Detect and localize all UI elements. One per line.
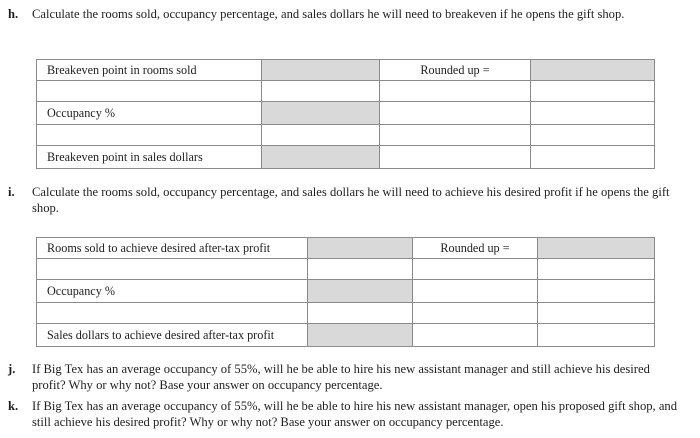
empty-cell bbox=[37, 303, 308, 324]
table-row bbox=[37, 280, 655, 303]
table-row bbox=[37, 102, 655, 125]
answer-cell-rounded-rooms-profit[interactable] bbox=[538, 238, 655, 259]
row-label-occupancy: Occupancy % bbox=[37, 280, 308, 303]
empty-cell bbox=[37, 125, 262, 146]
empty-cell bbox=[413, 324, 538, 347]
row-label-breakeven-rooms: Breakeven point in rooms sold bbox=[37, 60, 262, 81]
empty-cell bbox=[308, 303, 413, 324]
answer-cell-occupancy[interactable] bbox=[262, 102, 380, 125]
rounded-up-label: Rounded up = bbox=[380, 60, 531, 81]
question-k-label: k. bbox=[8, 399, 19, 413]
breakeven-table bbox=[36, 59, 655, 169]
question-h-label: h. bbox=[8, 7, 19, 21]
row-label-occupancy: Occupancy % bbox=[37, 102, 262, 125]
empty-cell bbox=[37, 259, 308, 280]
table-row bbox=[37, 259, 655, 280]
question-k bbox=[8, 398, 678, 430]
empty-cell bbox=[308, 259, 413, 280]
empty-cell bbox=[538, 259, 655, 280]
empty-cell bbox=[380, 81, 531, 102]
row-label-rooms-desired-profit: Rooms sold to achieve desired after-tax profit bbox=[37, 238, 308, 259]
desired-profit-table bbox=[36, 237, 655, 347]
table-row bbox=[37, 81, 655, 102]
rounded-up-label: Rounded up = bbox=[413, 238, 538, 259]
empty-cell bbox=[531, 81, 655, 102]
question-j-text: If Big Tex has an average occupancy of 55%, will he be able to hire his new assistant manager and still achieve his desired profit? Why or why not? Base your answer on occupancy percentage. bbox=[32, 362, 650, 392]
empty-cell bbox=[531, 102, 655, 125]
empty-cell bbox=[538, 303, 655, 324]
table-row bbox=[37, 125, 655, 146]
empty-cell bbox=[380, 125, 531, 146]
empty-cell bbox=[262, 125, 380, 146]
table-row bbox=[37, 303, 655, 324]
table-row bbox=[37, 238, 655, 259]
question-k-text: If Big Tex has an average occupancy of 55%, will he be able to hire his new assistant manager, open his proposed gift shop, and still achieve his desired profit? Why or why not? Base your answer on occupancy percentage. bbox=[32, 399, 678, 429]
empty-cell bbox=[531, 146, 655, 169]
answer-cell-sales-desired-profit[interactable] bbox=[308, 324, 413, 347]
empty-cell bbox=[413, 280, 538, 303]
answer-cell-breakeven-rooms[interactable] bbox=[262, 60, 380, 81]
question-j-label: j. bbox=[8, 362, 16, 376]
empty-cell bbox=[262, 81, 380, 102]
answer-cell-occupancy-profit[interactable] bbox=[308, 280, 413, 303]
table-row bbox=[37, 146, 655, 169]
table-row bbox=[37, 60, 655, 81]
empty-cell bbox=[413, 259, 538, 280]
answer-cell-rounded-rooms[interactable] bbox=[531, 60, 655, 81]
table-row bbox=[37, 324, 655, 347]
empty-cell bbox=[538, 280, 655, 303]
answer-cell-rooms-desired-profit[interactable] bbox=[308, 238, 413, 259]
question-j bbox=[8, 361, 678, 393]
row-label-sales-desired-profit: Sales dollars to achieve desired after-tax profit bbox=[37, 324, 308, 347]
question-h bbox=[8, 6, 678, 22]
empty-cell bbox=[413, 303, 538, 324]
empty-cell bbox=[380, 102, 531, 125]
row-label-breakeven-sales: Breakeven point in sales dollars bbox=[37, 146, 262, 169]
empty-cell bbox=[37, 81, 262, 102]
question-i bbox=[8, 184, 678, 216]
answer-cell-breakeven-sales[interactable] bbox=[262, 146, 380, 169]
empty-cell bbox=[538, 324, 655, 347]
question-i-label: i. bbox=[8, 185, 15, 199]
empty-cell bbox=[531, 125, 655, 146]
question-h-text: Calculate the rooms sold, occupancy percentage, and sales dollars he will need to breakeven if he opens the gift shop. bbox=[32, 7, 625, 21]
question-i-text: Calculate the rooms sold, occupancy percentage, and sales dollars he will need to achieve his desired profit if he opens the gift shop. bbox=[32, 185, 670, 215]
empty-cell bbox=[380, 146, 531, 169]
